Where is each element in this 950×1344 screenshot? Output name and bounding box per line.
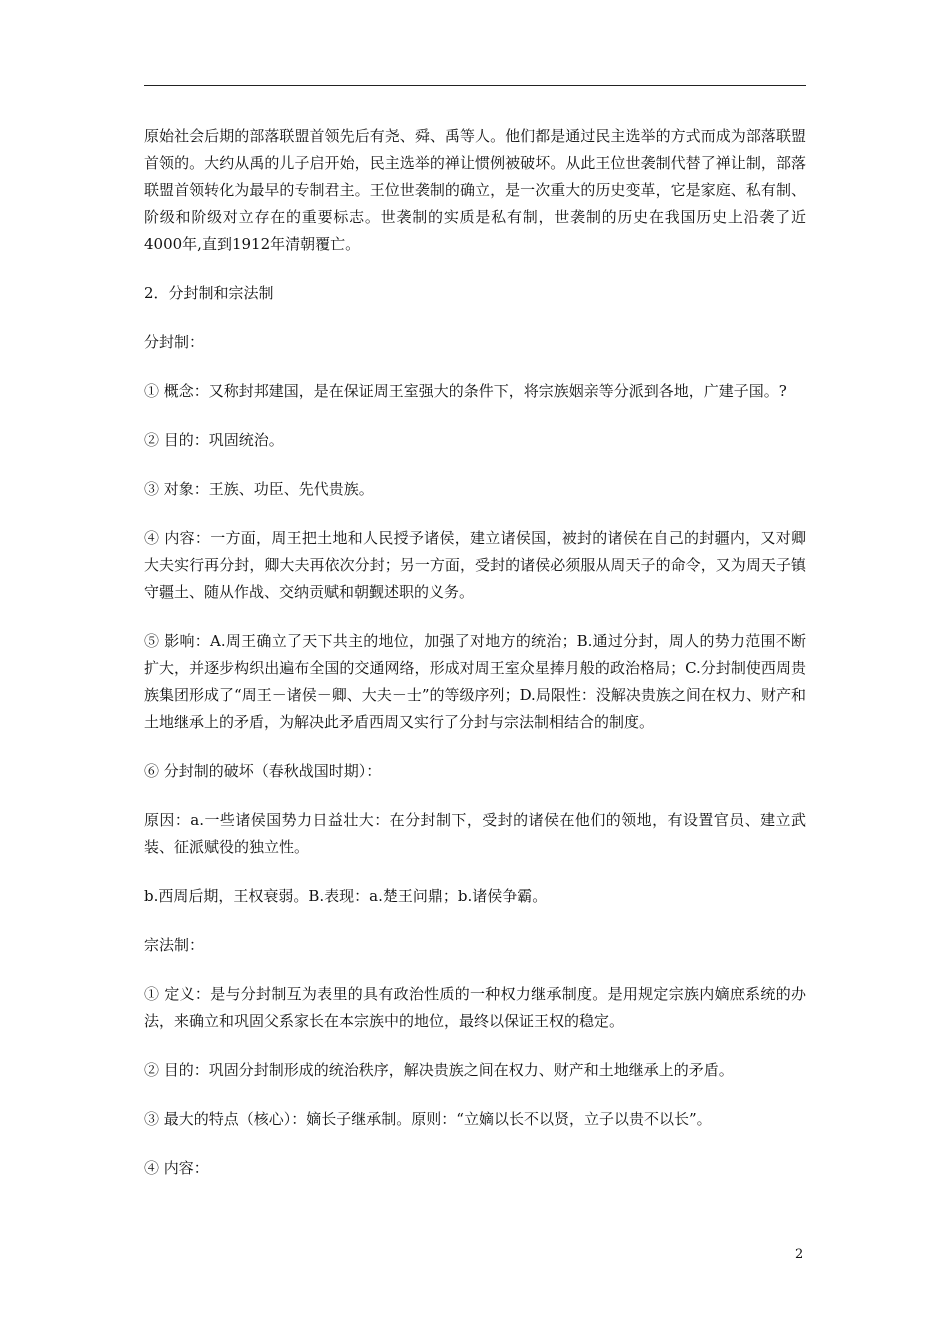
- list-item-concept: ① 概念：又称封邦建国，是在保证周王室强大的条件下，将宗族姻亲等分派到各地，广建子国。?: [144, 382, 787, 400]
- subheading-zongfa: 宗法制：: [144, 936, 205, 954]
- list-item-impact: ⑤ 影响：A.周王确立了天下共主的地位，加强了对地方的统治；B.通过分封，周人的势力范围不断扩大，并逐步构织出遍布全国的交通网络，形成对周王室众星捧月般的政治格局；C.分封制使西周贵族集团形成了“周王－诸侯－卿、大夫－士”的等级序列；D.局限性：没解决贵族之间在权力、财产和土地继承上的矛盾，为解决此矛盾西周又实行了分封与宗法制相结合的制度。: [144, 632, 806, 731]
- list-item-core-feature: ③ 最大的特点（核心）：嫡长子继承制。原则：“立嫡以长不以贤，立子以贵不以长”。: [144, 1110, 712, 1128]
- list-item-purpose: ② 目的：巩固统治。: [144, 431, 284, 449]
- page-body: [144, 123, 806, 1182]
- page-number: 2: [795, 1247, 804, 1262]
- header-rule: [144, 85, 806, 86]
- list-item-zongfa-content: ④ 内容：: [144, 1159, 209, 1177]
- paragraph-manifestations: b.西周后期，王权衰弱。B.表现：a.楚王问鼎；b.诸侯争霸。: [144, 887, 548, 905]
- paragraph-causes: 原因：a.一些诸侯国势力日益壮大：在分封制下，受封的诸侯在他们的领地，有设置官员、建立武装、征派赋役的独立性。: [144, 811, 806, 856]
- subheading-fengjian: 分封制：: [144, 333, 205, 351]
- list-item-zongfa-purpose: ② 目的：巩固分封制形成的统治秩序，解决贵族之间在权力、财产和土地继承上的矛盾。: [144, 1061, 734, 1079]
- list-item-decline: ⑥ 分封制的破坏（春秋战国时期）：: [144, 762, 382, 780]
- list-item-targets: ③ 对象：王族、功臣、先代贵族。: [144, 480, 374, 498]
- section-heading-fengjian-zongfa: 2．分封制和宗法制: [144, 284, 274, 302]
- list-item-content: ④ 内容：一方面，周王把土地和人民授予诸侯，建立诸侯国，被封的诸侯在自己的封疆内，又对卿大夫实行再分封，卿大夫再依次分封；另一方面，受封的诸侯必须服从周天子的命令，又为周天子镇守疆土、随从作战、交纳贡赋和朝觐述职的义务。: [144, 529, 806, 601]
- paragraph-shang-succession: 原始社会后期的部落联盟首领先后有尧、舜、禹等人。他们都是通过民主选举的方式而成为部落联盟首领的。大约从禹的儿子启开始，民主选举的禅让惯例被破坏。从此王位世袭制代替了禅让制，部落联盟首领转化为最早的专制君主。王位世袭制的确立，是一次重大的历史变革，它是家庭、私有制、阶级和阶级对立存在的重要标志。世袭制的实质是私有制，世袭制的历史在我国历史上沿袭了近4000年,直到1912年清朝覆亡。: [144, 127, 806, 253]
- list-item-definition: ① 定义：是与分封制互为表里的具有政治性质的一种权力继承制度。是用规定宗族内嫡庶系统的办法，来确立和巩固父系家长在本宗族中的地位，最终以保证王权的稳定。: [144, 985, 806, 1030]
